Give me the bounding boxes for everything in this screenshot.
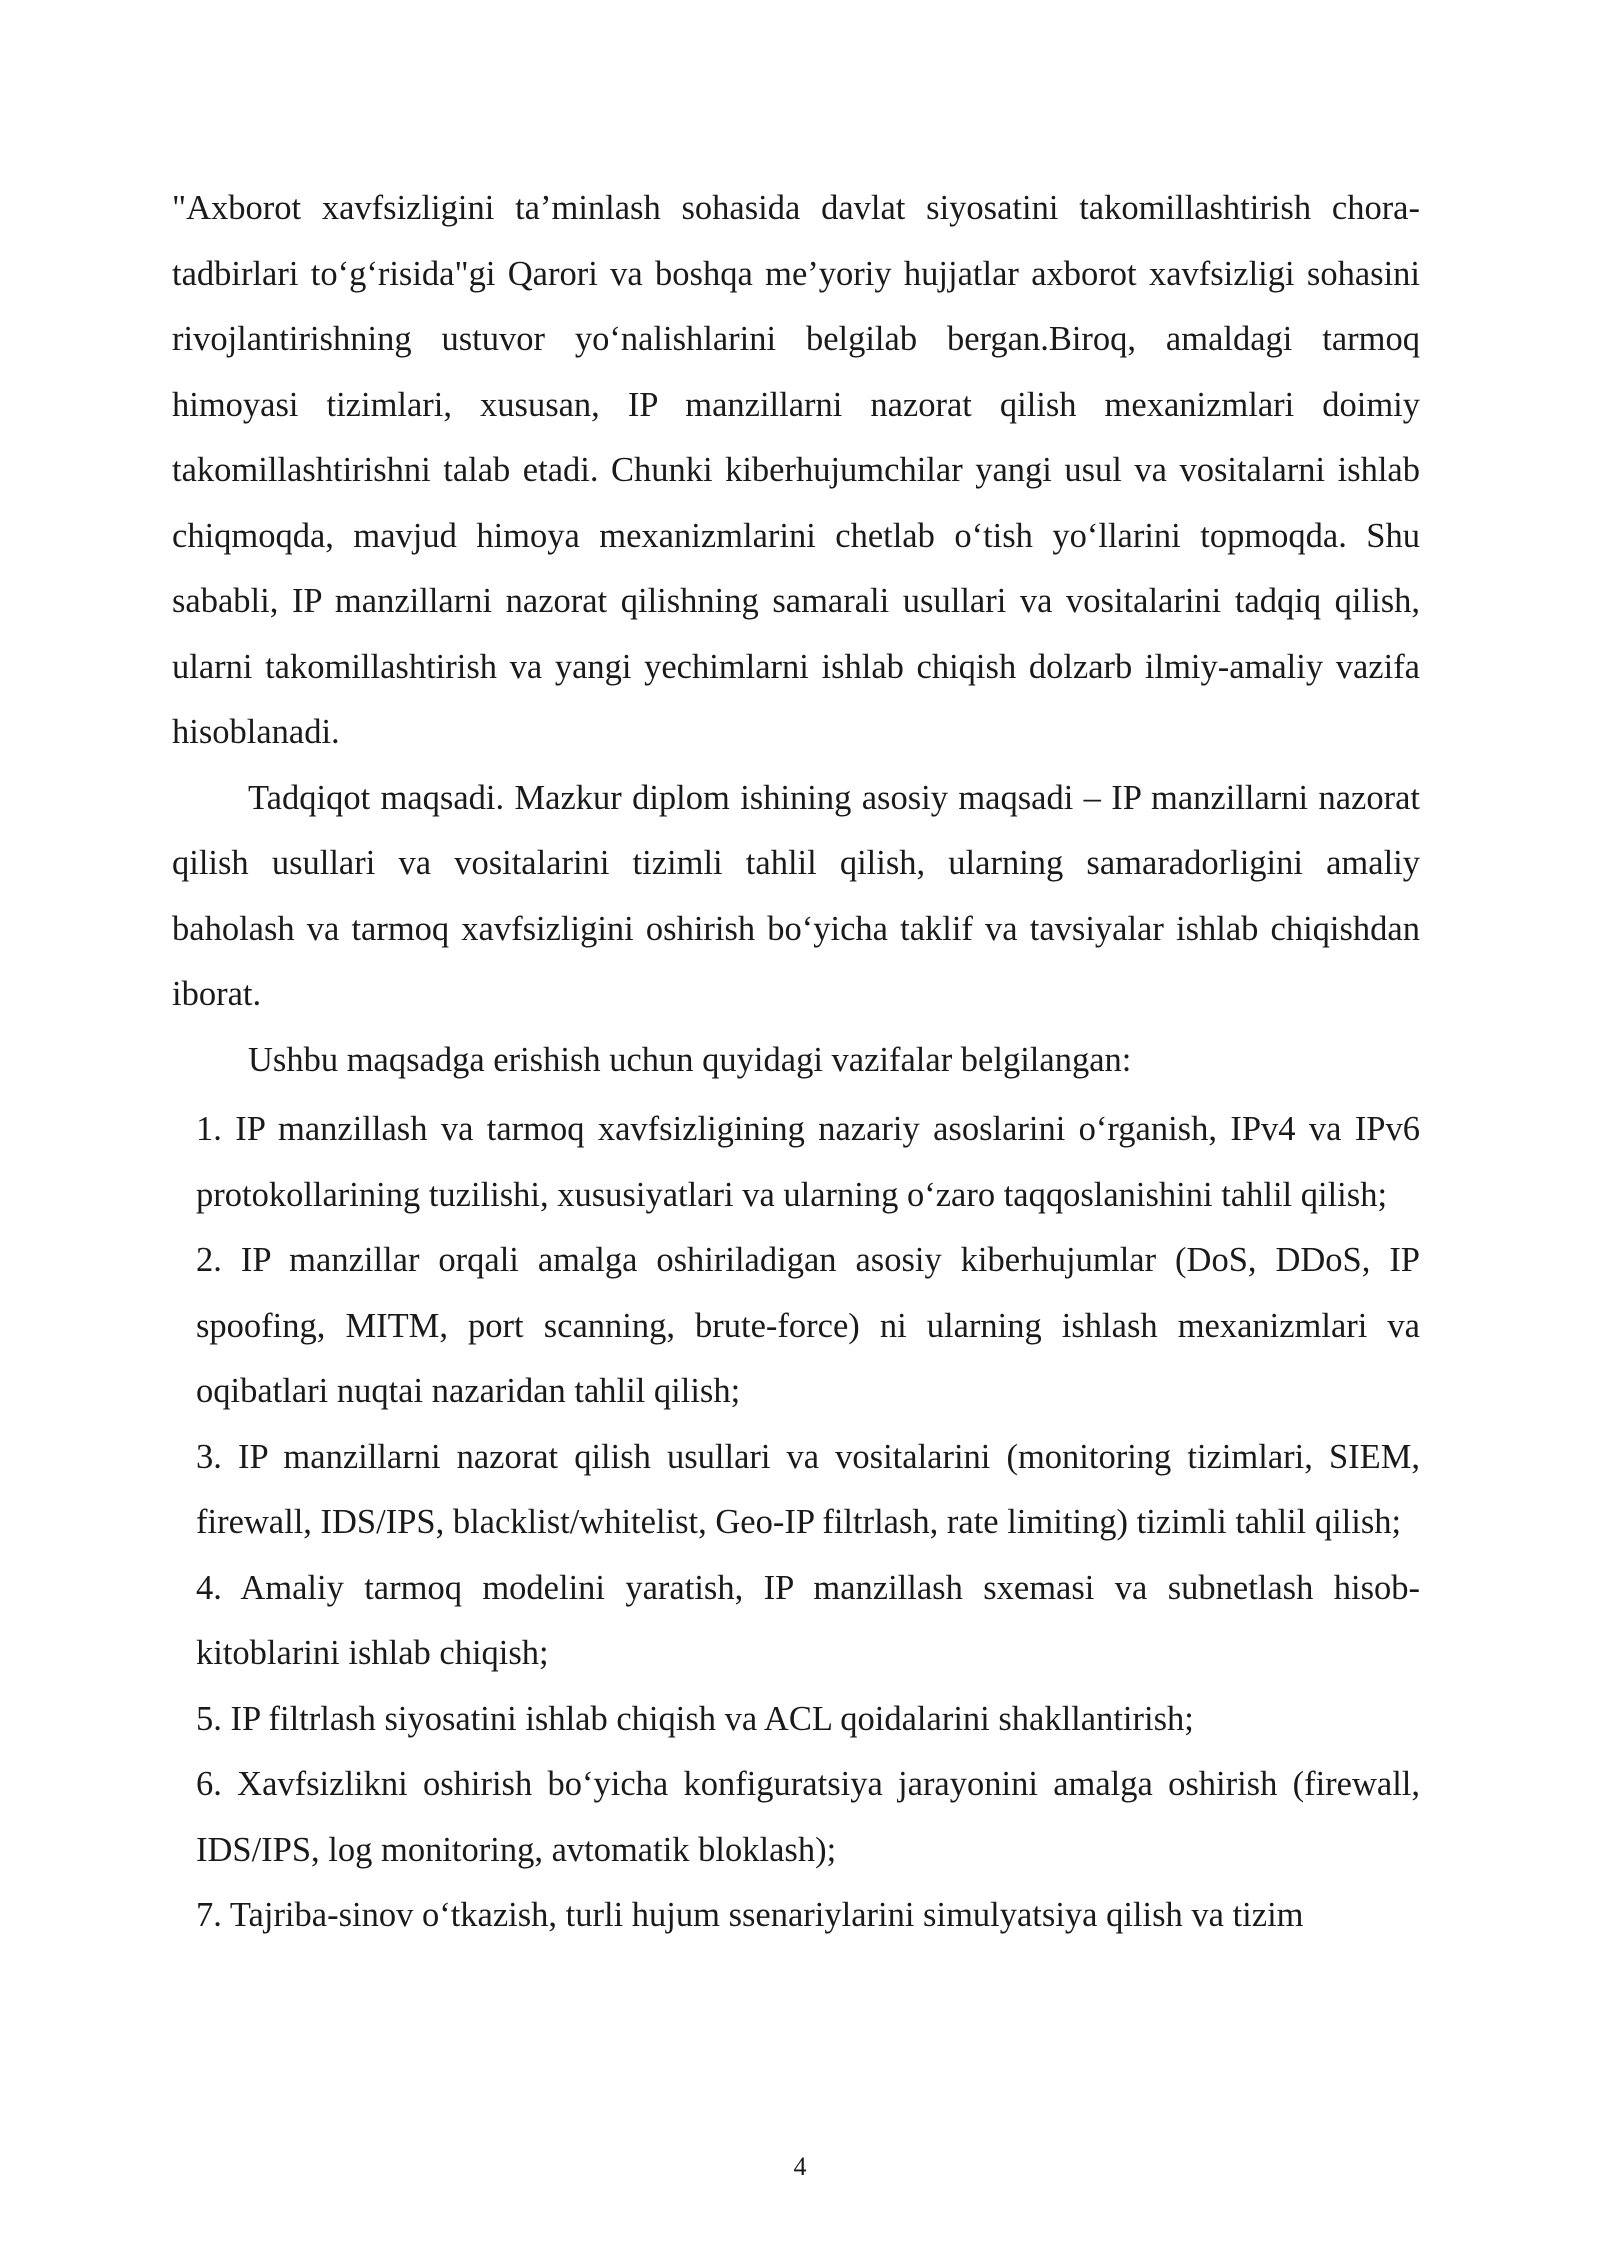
list-item: 4. Amaliy tarmoq modelini yaratish, IP manzillash sxemasi va subnetlash hisob-kitoblarini ishlab chiqish;	[196, 1568, 1420, 1672]
list-item: 2. IP manzillar orqali amalga oshiriladigan asosiy kiberhujumlar (DoS, DDoS, IP spoofing, MITM, port scanning, brute-force) ni ularning ishlash mexanizmlari va oqibatlari nuqtai nazaridan tahlil qilish;	[196, 1241, 1420, 1410]
list-item: 7. Tajriba-sinov o‘tkazish, turli hujum ssenariylarini simulyatsiya qilish va tizim	[196, 1896, 1304, 1934]
paragraph-research-goal: Tadqiqot maqsadi. Mazkur diplom ishining asosiy maqsadi – IP manzillarni nazorat qilish usullari va vositalarini tizimli tahlil qilish, ularning samaradorligini amaliy baholash va tarmoq xavfsizligini oshirish bo‘yicha taklif va tavsiyalar ishlab chiqishdan iborat.	[172, 778, 1420, 1013]
list-item: 1. IP manzillash va tarmoq xavfsizligining nazariy asoslarini o‘rganish, IPv4 va IPv6 protokollarining tuzilishi, xususiyatlari va ularning o‘zaro taqqoslanishini tahlil qilish;	[196, 1110, 1420, 1214]
paragraph-intro: "Axborot xavfsizligini ta’minlash sohasida davlat siyosatini takomillashtirish chora-tadbirlari to‘g‘risida"gi Qarori va boshqa me’yoriy hujjatlar axborot xavfsizligi sohasini rivojlantirishning ustuvor yo‘nalishlarini belgilab bergan.Biroq, amaldagi tarmoq himoyasi tizimlari, xususan, IP manzillarni nazorat qilish mexanizmlari doimiy takomillashtirishni talab etadi. Chunki kiberhujumchilar yangi usul va vositalarni ishlab chiqmoqda, mavjud himoya mexanizmlarini chetlab o‘tish yo‘llarini topmoqda. Shu sababli, IP manzillarni nazorat qilishning samarali usullari va vositalarini tadqiq qilish, ularni takomillashtirish va yangi yechimlarni ishlab chiqish dolzarb ilmiy-amaliy vazifa hisoblanadi.	[172, 189, 1420, 751]
list-item: 6. Xavfsizlikni oshirish bo‘yicha konfiguratsiya jarayonini amalga oshirish (firewall, IDS/IPS, log monitoring, avtomatik bloklash);	[196, 1765, 1420, 1869]
list-item: 3. IP manzillarni nazorat qilish usullari va vositalarini (monitoring tizimlari, SIEM, firewall, IDS/IPS, blacklist/whitelist, Geo-IP filtrlash, rate limiting) tizimli tahlil qilish;	[196, 1437, 1420, 1541]
paragraph-tasks-intro: Ushbu maqsadga erishish uchun quyidagi vazifalar belgilangan:	[248, 1040, 1132, 1079]
document-page	[172, 176, 1420, 1949]
page-number: 4	[793, 2152, 807, 2181]
tasks-list	[172, 1097, 1420, 1949]
list-item: 5. IP filtrlash siyosatini ishlab chiqish va ACL qoidalarini shakllantirish;	[196, 1699, 1194, 1738]
